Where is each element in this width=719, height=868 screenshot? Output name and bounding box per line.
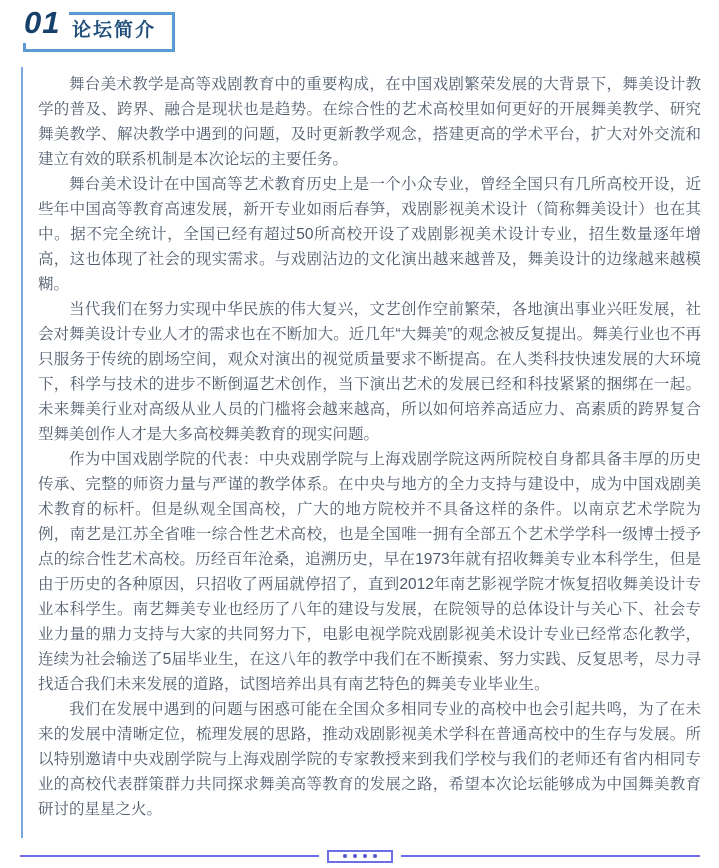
article-body bbox=[21, 67, 701, 838]
dot-icon bbox=[353, 854, 357, 858]
dot-icon bbox=[343, 854, 347, 858]
section-title: 论坛简介 bbox=[72, 20, 157, 41]
divider-line-left bbox=[20, 855, 319, 857]
divider-line-right bbox=[401, 855, 700, 857]
paragraph-4: 作为中国戏剧学院的代表：中央戏剧学院与上海戏剧学院这两所院校自身都具备丰厚的历史传承、完整的师资力量与严谨的教学体系。在中央与地方的全力支持与建设中，成为中国戏剧美术教育的标杆。但是纵观全国高校，广大的地方院校并不具备这样的条件。以南京艺术学院为例，南艺是江苏全省唯一综合性艺术高校，也是全国唯一拥有全部五个艺术学学科一级博士授予点的综合性艺术高校。历经百年沧桑，追溯历史，早在1973年就有招收舞美专业本科学生，但是由于历史的各种原因，只招收了两届就停招了，直到2012年南艺影视学院才恢复招收舞美设计专业本科学生。南艺舞美专业也经历了八年的建设与发展，在院领导的总体设计与关心下、社会专业力量的鼎力支持与大家的共同努力下，电影电视学院戏剧影视美术设计专业已经常态化教学，连续为社会输送了5届毕业生，在这八年的教学中我们在不断摸索、努力实践、反复思考，尽力寻找适合我们未来发展的道路，试图培养出具有南艺特色的舞美专业毕业生。 bbox=[38, 450, 701, 693]
paragraph-2: 舞台美术设计在中国高等艺术教育历史上是一个小众专业，曾经全国只有几所高校开设，近些年中国高等教育高速发展，新开专业如雨后春笋，戏剧影视美术设计（简称舞美设计）也在其中。据不完全统计，全国已经有超过50所高校开设了戏剧影视美术设计专业，招生数量逐年增高，这也体现了社会的现实需求。与戏剧沾边的文化演出越来越普及，舞美设计的边缘越来越模糊。 bbox=[38, 175, 701, 293]
paragraph-5: 我们在发展中遇到的问题与困惑可能在全国众多相同专业的高校中也会引起共鸣，为了在未来的发展中清晰定位，梳理发展的思路，推动戏剧影视美术学科在普通高校中的生存与发展。所以特别邀请中央戏剧学院与上海戏剧学院的专家教授来到我们学校与我们的老师还有省内相同专业的高校代表群策群力共同探求舞美高等教育的发展之路，希望本次论坛能够成为中国舞美教育研讨的星星之火。 bbox=[38, 700, 701, 818]
divider-dots-icon bbox=[327, 850, 393, 863]
section-header bbox=[23, 5, 175, 52]
footer-divider bbox=[20, 850, 700, 863]
section-number: 01 bbox=[22, 4, 69, 43]
dot-icon bbox=[363, 854, 367, 858]
paragraph-3: 当代我们在努力实现中华民族的伟大复兴，文艺创作空前繁荣，各地演出事业兴旺发展，社会对舞美设计专业人才的需求也在不断加大。近几年“大舞美”的观念被反复提出。舞美行业也不再只服务于传统的剧场空间，观众对演出的视觉质量要求不断提高。在人类科技快速发展的大环境下，科学与技术的进步不断倒逼艺术创作，当下演出艺术的发展已经和科技紧紧的捆绑在一起。未来舞美行业对高级从业人员的门槛将会越来越高，所以如何培养高适应力、高素质的跨界复合型舞美创作人才是大多高校舞美教育的现实问题。 bbox=[38, 300, 701, 443]
dot-icon bbox=[373, 854, 377, 858]
paragraph-1: 舞台美术教学是高等戏剧教育中的重要构成，在中国戏剧繁荣发展的大背景下，舞美设计教学的普及、跨界、融合是现状也是趋势。在综合性的艺术高校里如何更好的开展舞美教学、研究舞美教学、解决教学中遇到的问题，及时更新教学观念，搭建更高的学术平台，扩大对外交流和建立有效的联系机制是本次论坛的主要任务。 bbox=[38, 75, 701, 168]
